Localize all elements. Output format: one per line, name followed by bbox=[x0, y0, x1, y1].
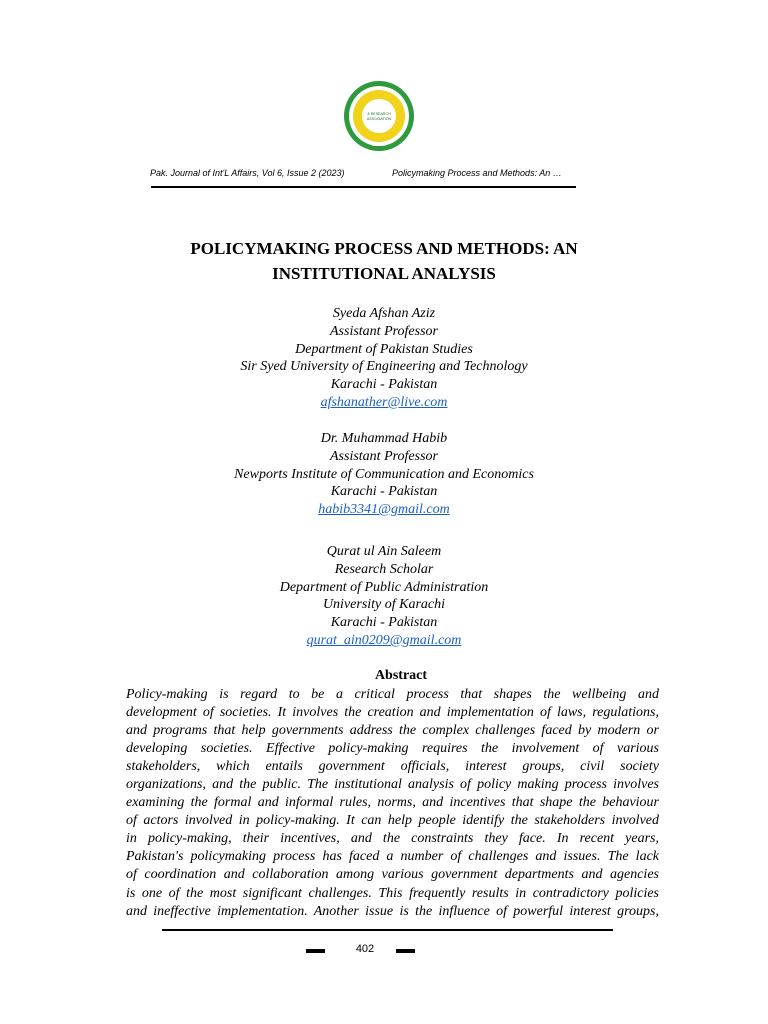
page-number-dash-right bbox=[396, 949, 415, 953]
running-short-title: Policymaking Process and Methods: An … bbox=[392, 168, 562, 178]
abstract-line: examining the formal and informal rules, norms, and incentives that shape the behaviour bbox=[126, 795, 659, 811]
abstract-line: and programs that help governments address the complex challenges faced by modern or bbox=[126, 723, 659, 739]
author-email-link[interactable]: qurat_ain0209@gmail.com bbox=[306, 632, 462, 648]
abstract-line: development of societies. It involves the creation and implementation of laws, regulations, bbox=[126, 705, 659, 721]
header-divider bbox=[151, 186, 576, 188]
author-block-3 bbox=[0, 543, 768, 650]
paper-title bbox=[0, 236, 768, 286]
paper-title-line-2: INSTITUTIONAL ANALYSIS bbox=[272, 264, 496, 283]
author-institution: Sir Syed University of Engineering and Technology bbox=[240, 359, 528, 375]
footer-divider bbox=[162, 929, 613, 931]
paper-title-line-1: POLICYMAKING PROCESS AND METHODS: AN bbox=[190, 239, 578, 258]
logo-inner-disc bbox=[362, 99, 396, 133]
abstract-line: and ineffective implementation. Another issue is the influence of powerful interest groups, bbox=[126, 903, 659, 919]
abstract-line: Pakistan's policymaking process has faced a number of challenges and issues. The lack bbox=[126, 849, 659, 865]
author-name: Qurat ul Ain Saleem bbox=[326, 544, 442, 559]
author-position: Assistant Professor bbox=[330, 448, 438, 464]
abstract-body bbox=[126, 686, 659, 921]
author-name: Dr. Muhammad Habib bbox=[320, 431, 448, 446]
author-department: Department of Public Administration bbox=[279, 579, 489, 595]
author-position: Research Scholar bbox=[334, 561, 434, 577]
abstract-line: of actors involved in policy-making. It can help people identify the stakeholders involved bbox=[126, 813, 659, 829]
author-institution: University of Karachi bbox=[322, 597, 446, 613]
author-institution: Newports Institute of Communication and Economics bbox=[234, 466, 534, 482]
abstract-line: of coordination and collaboration among various government departments and agencies bbox=[126, 867, 659, 883]
author-email-link[interactable]: afshanather@live.com bbox=[320, 394, 448, 410]
author-block-1 bbox=[0, 305, 768, 412]
abstract-heading: Abstract bbox=[374, 668, 428, 683]
page-number-dash-left bbox=[306, 949, 325, 953]
author-location: Karachi - Pakistan bbox=[330, 615, 438, 631]
abstract-line: organizations, and the public. The institutional analysis of policy making process involves bbox=[126, 777, 659, 793]
logo-center-text-1: & RESEARCH bbox=[367, 112, 391, 116]
abstract-line: Policy-making is regard to be a critical process that shapes the wellbeing and bbox=[126, 687, 659, 702]
abstract-line: is one of the most significant challenges. This frequently results in contradictory policies bbox=[126, 885, 659, 901]
author-name: Syeda Afshan Aziz bbox=[332, 306, 436, 321]
author-position: Assistant Professor bbox=[330, 323, 438, 339]
logo-bottom-text: SSSRA bbox=[372, 142, 386, 147]
association-logo bbox=[343, 80, 415, 152]
journal-citation: Pak. Journal of Int'L Affairs, Vol 6, Issue 2 (2023) bbox=[150, 168, 345, 178]
logo-center-text-2: ASSOCIATION bbox=[366, 117, 392, 121]
author-location: Karachi - Pakistan bbox=[330, 484, 438, 500]
page-number: 402 bbox=[355, 943, 375, 955]
author-location: Karachi - Pakistan bbox=[330, 377, 438, 393]
author-block-2 bbox=[0, 430, 768, 519]
author-email-link[interactable]: habib3341@gmail.com bbox=[318, 502, 450, 518]
abstract-line: developing societies. Effective policy-making requires the involvement of various bbox=[126, 741, 659, 757]
abstract-line: in policy-making, their incentives, and the constraints they face. In recent years, bbox=[126, 831, 659, 847]
abstract-line: stakeholders, which entails government officials, interest groups, civil society bbox=[126, 759, 659, 775]
author-department: Department of Pakistan Studies bbox=[295, 341, 473, 357]
